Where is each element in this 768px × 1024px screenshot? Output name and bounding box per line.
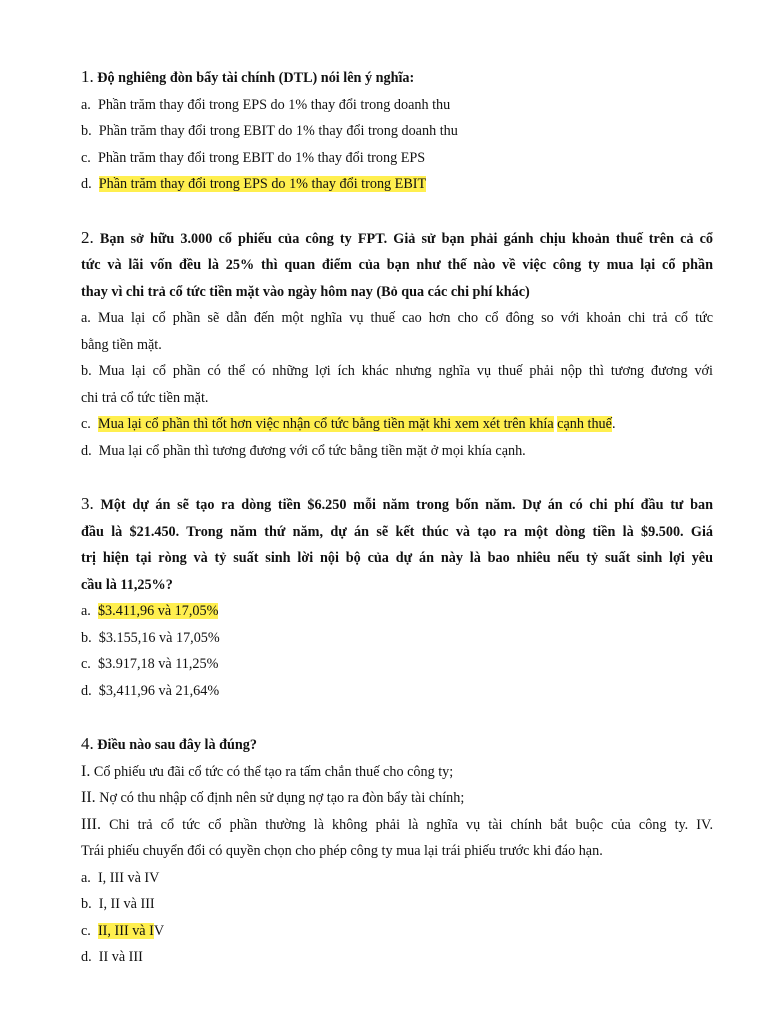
document-page: [81, 64, 713, 971]
question-number: 4.: [81, 734, 94, 753]
highlighted-answer: cạnh thuế: [557, 416, 612, 432]
option-a: [81, 598, 713, 625]
option-letter: c.: [81, 149, 91, 166]
question-text-line: thay vì chi trả cổ tức tiền mặt vào ngày hôm nay (Bỏ qua các chi phí khác): [81, 283, 530, 300]
option-text: V: [153, 922, 165, 939]
option-letter: c.: [81, 416, 91, 432]
option-text: Mua lại cổ phần thì tương đương với cổ tức bằng tiền mặt ở mọi khía cạnh.: [98, 442, 526, 459]
option-text: I, II và III: [98, 896, 155, 912]
statement-1: [81, 759, 713, 786]
option-b: [81, 891, 713, 918]
highlighted-answer: Phần trăm thay đổi trong EPS do 1% thay đổi trong EBIT: [98, 176, 427, 192]
roman-numeral: III.: [81, 815, 101, 833]
option-text: $3.917,18 và 11,25%: [97, 656, 219, 672]
option-text: Mua lại cổ phần sẽ dẫn đến một nghĩa vụ thuế cao hơn cho cổ đông so với khoản chi trả cổ tức: [97, 310, 714, 326]
option-d: [81, 171, 713, 198]
option-letter: b.: [81, 123, 92, 139]
option-letter: d.: [81, 442, 92, 459]
option-letter: a.: [81, 603, 91, 619]
option-text: Phần trăm thay đổi trong EPS do 1% thay đổi trong doanh thu: [97, 96, 451, 113]
option-letter: a.: [81, 310, 91, 326]
option-text: $3,411,96 và 21,64%: [98, 682, 220, 699]
roman-numeral: I.: [81, 762, 91, 780]
option-c: [81, 651, 713, 678]
option-text: Phần trăm thay đổi trong EBIT do 1% thay đổi trong doanh thu: [98, 123, 458, 139]
statement-text: Chi trả cổ tức cổ phần thường là không phải là nghĩa vụ tài chính bắt buộc của công ty. IV.: [109, 816, 713, 833]
question-text: Độ nghiêng đòn bẩy tài chính (DTL) nói lên ý nghĩa:: [97, 70, 415, 86]
question-text-line: tức và lãi vốn đều là 25% thì quan điểm của bạn như thế nào về việc công ty mua lại cổ phần: [81, 257, 713, 273]
question-4: [81, 731, 713, 759]
question-text-line: trị hiện tại ròng và tỷ suất sinh lời nội bộ của dự án này là bao nhiêu nếu tỷ suất sinh lợi yêu: [81, 550, 713, 566]
option-a: [81, 865, 713, 892]
option-letter: d.: [81, 682, 92, 699]
option-d: [81, 944, 713, 971]
option-c: [81, 918, 713, 945]
option-a: [81, 305, 713, 332]
highlighted-answer: Mua lại cổ phần thì tốt hơn việc nhận cổ tức bằng tiền mặt khi xem xét trên khía: [97, 416, 554, 432]
question-text-line: Bạn sở hữu 3.000 cổ phiếu của công ty FPT. Giả sử bạn phải gánh chịu khoản thuế trên cả cổ: [99, 230, 714, 247]
option-letter: c.: [81, 656, 91, 672]
question-number: 3.: [81, 494, 94, 513]
option-letter: b.: [81, 896, 92, 912]
question-number: 2.: [81, 227, 94, 247]
question-text-line: cầu là 11,25%?: [81, 576, 173, 593]
option-letter: d.: [81, 176, 92, 192]
option-letter: b.: [81, 363, 92, 379]
question-1: [81, 64, 713, 92]
option-text: Mua lại cổ phần có thể có những lợi ích khác nhưng nghĩa vụ thuế phải nộp thì tương đương với: [98, 363, 713, 379]
option-b: [81, 625, 713, 652]
option-text-continued: chi trả cổ tức tiền mặt.: [81, 389, 209, 406]
option-b: [81, 358, 713, 385]
highlighted-answer: II, III và I: [97, 922, 154, 939]
statement-text-continued: Trái phiếu chuyển đổi có quyền chọn cho phép công ty mua lại trái phiếu trước khi đáo hạn.: [81, 843, 603, 859]
question-number: 1.: [81, 67, 94, 86]
option-letter: b.: [81, 629, 92, 646]
option-a: [81, 92, 713, 119]
option-c: [81, 145, 713, 172]
roman-numeral: II.: [81, 789, 96, 806]
option-letter: a.: [81, 96, 91, 113]
option-d: [81, 438, 713, 465]
option-letter: d.: [81, 949, 92, 965]
option-letter: a.: [81, 869, 91, 886]
statement-text: Cổ phiếu ưu đãi cổ tức có thể tạo ra tấm chắn thuế cho công ty;: [93, 763, 454, 780]
option-text-continued: bằng tiền mặt.: [81, 336, 162, 353]
highlighted-answer: $3.411,96 và 17,05%: [97, 603, 219, 619]
option-text: $3.155,16 và 17,05%: [98, 629, 220, 646]
question-3: [81, 491, 713, 519]
question-text-line: đầu là $21.450. Trong năm thứ năm, dự án sẽ kết thúc và tạo ra một dòng tiền là $9.500. Giá: [81, 523, 713, 540]
option-text: II và III: [98, 949, 143, 965]
statement-3: [81, 812, 713, 839]
option-b: [81, 118, 713, 145]
option-text: Phần trăm thay đổi trong EBIT do 1% thay đổi trong EPS: [97, 149, 426, 166]
option-c: [81, 411, 713, 438]
option-letter: c.: [81, 922, 91, 939]
option-d: [81, 678, 713, 705]
option-text: I, III và IV: [97, 869, 160, 886]
question-text: Điều nào sau đây là đúng?: [97, 737, 257, 753]
statement-text: Nợ có thu nhập cố định nên sử dụng nợ tạo ra đòn bẩy tài chính;: [99, 790, 465, 806]
question-text-line: Một dự án sẽ tạo ra dòng tiền $6.250 mỗi năm trong bốn năm. Dự án có chi phí đầu tư ban: [100, 497, 713, 513]
option-text: .: [611, 416, 616, 432]
question-2: [81, 225, 713, 253]
statement-2: [81, 785, 713, 812]
